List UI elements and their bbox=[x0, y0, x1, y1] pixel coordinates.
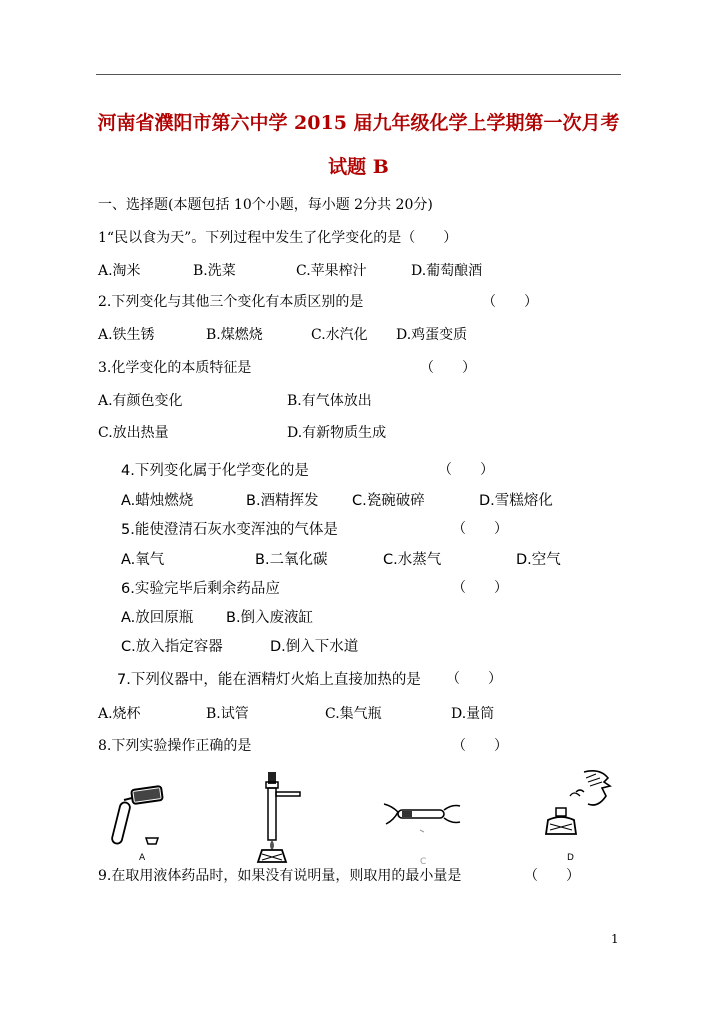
page-number: 1 bbox=[611, 932, 619, 946]
q2-option-d: D.鸡蛋变质 bbox=[396, 327, 468, 343]
q3-option-b: B.有气体放出 bbox=[287, 393, 372, 409]
figure-d-label: D bbox=[567, 853, 574, 863]
q2-option-c: C.水汽化 bbox=[311, 327, 368, 343]
q6-option-d: D.倒入下水道 bbox=[270, 639, 359, 655]
q2-option-b: B.煤燃烧 bbox=[206, 327, 263, 343]
question-3-stem: 3.化学变化的本质特征是 bbox=[98, 360, 252, 376]
question-5-stem: 5.能使澄清石灰水变浑浊的气体是 bbox=[121, 522, 338, 538]
q7-option-a: A.烧杯 bbox=[98, 706, 141, 722]
q3-option-a: A.有颜色变化 bbox=[98, 393, 183, 409]
q4-option-a: A.蜡烛燃烧 bbox=[121, 493, 194, 509]
question-8-answer-paren: （ ） bbox=[452, 738, 508, 754]
question-3-answer-paren: （ ） bbox=[420, 360, 476, 376]
section-heading: 一、选择题(本题包括 10个小题，每小题 2分共 20分) bbox=[98, 197, 433, 213]
q5-option-c: C.水蒸气 bbox=[383, 552, 442, 568]
q6-option-b: B.倒入废液缸 bbox=[226, 610, 314, 626]
q6-option-a: A.放回原瓶 bbox=[121, 610, 194, 626]
q3-option-c: C.放出热量 bbox=[98, 425, 169, 441]
q1-option-a: A.淘米 bbox=[98, 263, 141, 279]
q4-option-b: B.酒精挥发 bbox=[246, 493, 319, 509]
q1-option-b: B.洗菜 bbox=[193, 263, 236, 279]
figure-a-pouring-liquid bbox=[110, 778, 170, 858]
q3-option-d: D.有新物质生成 bbox=[287, 425, 387, 441]
question-6-answer-paren: （ ） bbox=[452, 580, 508, 596]
question-9-answer-paren: （ ） bbox=[524, 868, 580, 884]
question-6-stem: 6.实验完毕后剩余药品应 bbox=[121, 581, 280, 597]
question-9-stem: 9.在取用液体药品时，如果没有说明量，则取用的最小量是 bbox=[98, 868, 462, 884]
q5-option-d: D.空气 bbox=[516, 552, 561, 568]
page-title: 河南省濮阳市第六中学 2015 届九年级化学上学期第一次月考 bbox=[97, 112, 620, 134]
q5-option-a: A.氧气 bbox=[121, 552, 165, 568]
q1-option-d: D.葡萄酿酒 bbox=[411, 263, 483, 279]
question-2-answer-paren: （ ） bbox=[482, 294, 538, 310]
question-1-stem: 1“民以食为天”。下列过程中发生了化学变化的是（ ） bbox=[98, 230, 458, 246]
q7-option-c: C.集气瓶 bbox=[325, 706, 382, 722]
figure-b-heating-test-tube bbox=[248, 770, 308, 865]
question-4-stem: 4.下列变化属于化学变化的是 bbox=[121, 463, 309, 479]
q6-option-c: C.放入指定容器 bbox=[121, 639, 223, 655]
q5-option-b: B.二氧化碳 bbox=[255, 552, 328, 568]
q2-option-a: A.铁生锈 bbox=[98, 327, 155, 343]
question-7-stem: 7.下列仪器中，能在酒精灯火焰上直接加热的是 bbox=[117, 672, 421, 688]
page-title-line2: 试题 B bbox=[328, 156, 389, 178]
question-8-stem: 8.下列实验操作正确的是 bbox=[98, 738, 252, 754]
question-2-stem: 2.下列变化与其他三个变化有本质区别的是 bbox=[98, 294, 364, 310]
q1-option-c: C.苹果榨汁 bbox=[296, 263, 367, 279]
question-7-answer-paren: （ ） bbox=[446, 671, 502, 687]
q7-option-d: D.量筒 bbox=[451, 706, 495, 722]
figure-c-holding-test-tube bbox=[380, 792, 465, 837]
q4-option-c: C.瓷碗破碎 bbox=[352, 493, 425, 509]
question-4-answer-paren: （ ） bbox=[438, 462, 494, 478]
q4-option-d: D.雪糕熔化 bbox=[479, 493, 553, 509]
figure-a-label: A bbox=[139, 853, 146, 863]
header-rule bbox=[96, 74, 621, 75]
question-5-answer-paren: （ ） bbox=[452, 521, 508, 537]
q7-option-b: B.试管 bbox=[206, 706, 249, 722]
figure-d-smelling-gas bbox=[536, 768, 616, 848]
figure-c-label: C bbox=[420, 857, 427, 867]
